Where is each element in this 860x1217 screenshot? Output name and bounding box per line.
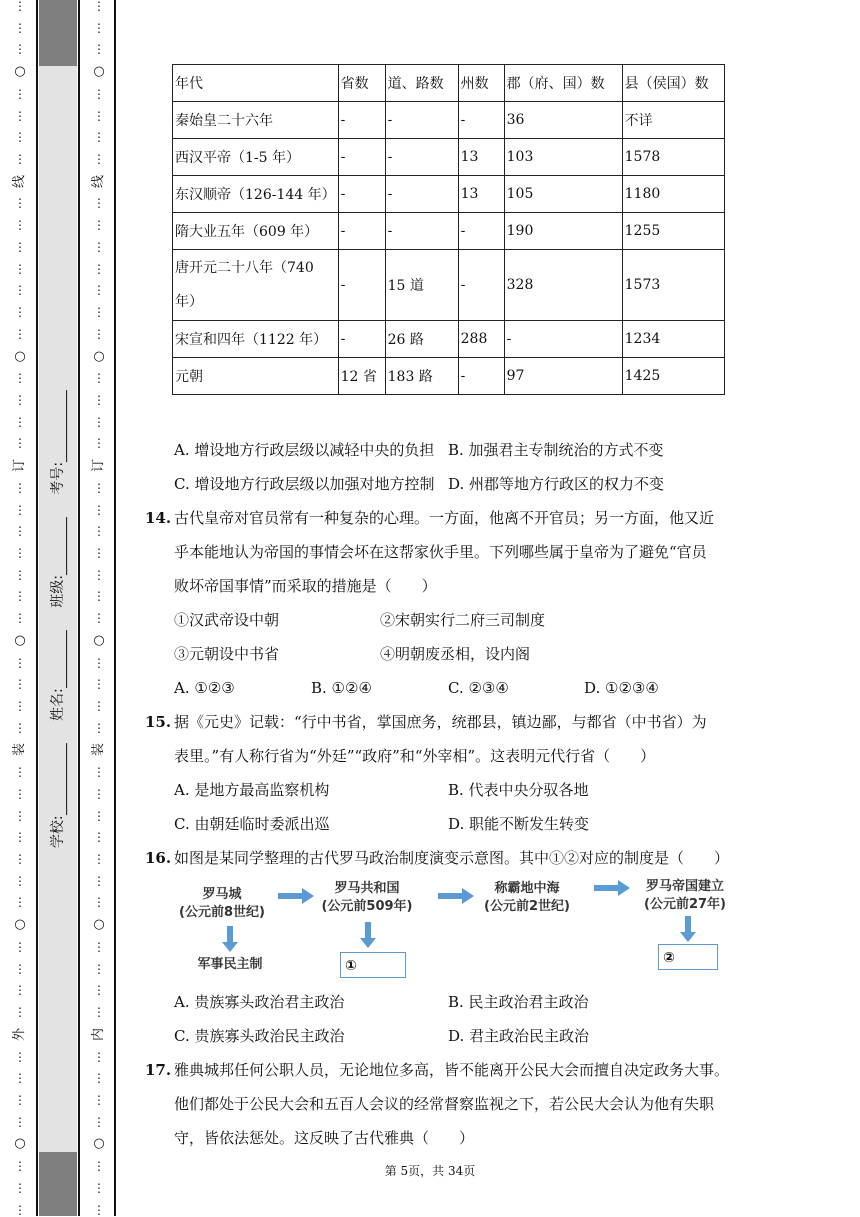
dot-mark: ⋮ <box>14 196 26 211</box>
page-number: 第 5页，共 34页 <box>384 1164 476 1178</box>
right-arrow-icon <box>594 880 630 896</box>
dot-mark: ⋮ <box>93 786 105 801</box>
dot-mark: ⋮ <box>14 86 26 101</box>
table-cell: 103 <box>504 139 622 176</box>
dot-mark: ⋮ <box>14 830 26 845</box>
dot-mark: ⋮ <box>93 414 105 429</box>
q16-stem-line1: 如图是某同学整理的古代罗马政治制度演变示意图。其中①②对应的制度是（ ） <box>174 849 730 867</box>
table-row <box>173 176 725 213</box>
q14-number: 14. <box>145 509 172 527</box>
outer-border-line <box>36 0 38 1216</box>
table-header: 年代 <box>173 65 339 102</box>
cut-line-label: 订 <box>91 459 107 473</box>
dot-mark: ⋮ <box>93 1180 105 1195</box>
margin-gray-block-top <box>39 0 77 66</box>
table-row <box>173 250 725 321</box>
table-cell: - <box>385 176 458 213</box>
table-cell: 288 <box>458 321 504 358</box>
q13-option-c[interactable]: C. 增设地方行政层级以加强对地方控制 <box>174 475 435 493</box>
q17-number: 17. <box>145 1061 172 1079</box>
table-cell: - <box>338 176 385 213</box>
q15-option-b[interactable]: B. 代表中央分驭各地 <box>448 781 589 799</box>
dot-mark: ⋮ <box>14 480 26 495</box>
table-cell: - <box>385 102 458 139</box>
table-cell: - <box>338 321 385 358</box>
table-cell: 唐开元二十八年（740 年） <box>173 250 339 321</box>
outer-cut-line <box>9 0 31 1216</box>
diagram-result-military-democracy: 军事民主制 <box>197 957 263 972</box>
dot-mark: ⋮ <box>93 502 105 517</box>
table-header: 道、路数 <box>385 65 458 102</box>
table-cell: - <box>338 102 385 139</box>
q14-option-d[interactable]: D. ①②③④ <box>584 679 659 697</box>
table-row <box>173 102 725 139</box>
table-header: 县（侯国）数 <box>622 65 724 102</box>
dot-mark: ⋮ <box>93 983 105 998</box>
dot-mark: ⋮ <box>93 699 105 713</box>
table-cell: 不详 <box>622 102 724 139</box>
dot-mark: ⋮ <box>14 130 26 145</box>
dot-mark: ⋮ <box>93 392 105 407</box>
dot-mark: ⋮ <box>14 1005 26 1020</box>
diagram-slot-2: ② <box>658 944 718 970</box>
table-cell: 东汉顺帝（126-144 年） <box>173 176 339 213</box>
dot-mark: ⋮ <box>14 765 26 780</box>
q15-option-d[interactable]: D. 职能不断发生转变 <box>448 815 590 833</box>
cut-line-label: 外 <box>12 1027 28 1041</box>
dot-mark: ⋮ <box>93 436 105 451</box>
dot-mark: ⋮ <box>14 852 26 867</box>
dot-mark: ⋮ <box>93 1202 105 1217</box>
diagram-stage-mediterranean: 称霸地中海 (公元前2世纪) <box>484 881 570 914</box>
q14-item-3: ③元朝设中书省 <box>174 645 280 663</box>
circle-mark: ○ <box>93 1136 105 1152</box>
dot-mark: ⋮ <box>14 589 26 604</box>
dot-mark: ⋮ <box>14 283 26 298</box>
dot-mark: ⋮ <box>14 305 26 320</box>
dot-mark: ⋮ <box>93 873 105 888</box>
q14-option-b[interactable]: B. ①②④ <box>311 679 372 697</box>
q16-option-a[interactable]: A. 贵族寡头政治君主政治 <box>174 993 345 1011</box>
dot-mark: ⋮ <box>14 1071 26 1086</box>
circle-mark: ○ <box>14 632 26 648</box>
dot-mark: ⋮ <box>93 42 105 57</box>
inner-border-line <box>78 0 80 1216</box>
table-cell: 190 <box>504 213 622 250</box>
dot-mark: ⋮ <box>93 371 105 386</box>
table-cell: 105 <box>504 176 622 213</box>
dot-mark: ⋮ <box>93 611 105 626</box>
dot-mark: ⋮ <box>93 218 105 233</box>
dot-mark: ⋮ <box>14 392 26 407</box>
dot-mark: ⋮ <box>14 1049 26 1064</box>
down-arrow-icon <box>360 922 376 948</box>
dot-mark: ⋮ <box>14 326 26 341</box>
q14-stem-line2: 乎本能地认为帝国的事情会坏在这帮家伙手里。下列哪些属于皇帝为了避免“官员 <box>174 543 707 561</box>
inner-cut-line <box>88 0 110 1216</box>
dot-mark: ⋮ <box>14 567 26 582</box>
table-cell: - <box>458 250 504 321</box>
dot-mark: ⋮ <box>14 720 26 735</box>
right-border-line <box>114 0 116 1216</box>
circle-mark: ○ <box>93 64 105 80</box>
administrative-divisions-table <box>172 64 725 395</box>
q15-number: 15. <box>145 713 172 731</box>
dot-mark: ⋮ <box>14 1202 26 1217</box>
table-cell: - <box>338 213 385 250</box>
dot-mark: ⋮ <box>93 1159 105 1174</box>
q15-stem-line1: 据《元史》记载：“行中书省，掌国庶务，统郡县，镇边鄙，与都省（中书省）为 <box>174 713 707 731</box>
dot-mark: ⋮ <box>93 939 105 954</box>
diagram-slot-1: ① <box>340 952 406 978</box>
dot-mark: ⋮ <box>14 152 26 167</box>
table-cell: 1425 <box>622 358 724 395</box>
dot-mark: ⋮ <box>14 1114 26 1129</box>
q14-item-1: ①汉武帝设中朝 <box>174 611 280 629</box>
dot-mark: ⋮ <box>14 502 26 517</box>
dot-mark: ⋮ <box>93 808 105 823</box>
q14-item-4: ④明朝废丞相，设内阁 <box>380 645 531 663</box>
table-cell: 1573 <box>622 250 724 321</box>
dot-mark: ⋮ <box>93 655 105 670</box>
table-cell: 26 路 <box>385 321 458 358</box>
circle-mark: ○ <box>14 64 26 80</box>
table-row <box>173 213 725 250</box>
dot-mark: ⋮ <box>14 545 26 560</box>
table-cell: 1255 <box>622 213 724 250</box>
q15-stem-line2: 表里。”有人称行省为“外廷”“政府”和“外宰相”。这表明元代行省（ ） <box>174 747 656 765</box>
circle-mark: ○ <box>93 632 105 648</box>
q14-item-2: ②宋朝实行二府三司制度 <box>380 611 546 629</box>
dot-mark: ⋮ <box>14 414 26 429</box>
dot-mark: ⋮ <box>14 1092 26 1107</box>
table-cell: - <box>385 139 458 176</box>
dot-mark: ⋮ <box>93 589 105 604</box>
dot-mark: ⋮ <box>93 326 105 341</box>
q17-stem-line2: 他们都处于公民大会和五百人会议的经常督察监视之下，若公民大会认为他有失职 <box>174 1095 715 1113</box>
dot-mark: ⋮ <box>14 108 26 123</box>
q14-stem-line1: 古代皇帝对官员常有一种复杂的心理。一方面，他离不开官员；另一方面，他又近 <box>174 509 715 527</box>
q16-option-c[interactable]: C. 贵族寡头政治民主政治 <box>174 1027 345 1045</box>
circle-mark: ○ <box>14 1136 26 1152</box>
dot-mark: ⋮ <box>14 961 26 976</box>
cut-line-label: 线 <box>12 174 28 188</box>
dot-mark: ⋮ <box>14 20 26 35</box>
dot-mark: ⋮ <box>93 852 105 867</box>
table-cell: 1234 <box>622 321 724 358</box>
dot-mark: ⋮ <box>14 371 26 386</box>
table-cell: 12 省 <box>338 358 385 395</box>
circle-mark: ○ <box>93 917 105 933</box>
dot-mark: ⋮ <box>93 239 105 254</box>
dot-mark: ⋮ <box>93 895 105 910</box>
dot-mark: ⋮ <box>14 524 26 539</box>
school-field[interactable]: 学校: <box>47 743 67 848</box>
dot-mark: ⋮ <box>93 1114 105 1129</box>
dot-mark: ⋮ <box>93 1049 105 1064</box>
q14-stem-line3: 败坏帝国事情”而采取的措施是（ ） <box>174 577 437 595</box>
dot-mark: ⋮ <box>14 0 26 13</box>
q15-option-c[interactable]: C. 由朝廷临时委派出巡 <box>174 815 330 833</box>
q13-option-b[interactable]: B. 加强君主专制统治的方式不变 <box>448 441 664 459</box>
table-header-row <box>173 65 725 102</box>
dot-mark: ⋮ <box>93 524 105 539</box>
dot-mark: ⋮ <box>93 720 105 735</box>
table-cell: 宋宣和四年（1122 年） <box>173 321 339 358</box>
q14-option-c[interactable]: C. ②③④ <box>448 679 509 697</box>
circle-mark: ○ <box>14 917 26 933</box>
table-cell: 36 <box>504 102 622 139</box>
dot-mark: ⋮ <box>93 480 105 495</box>
dot-mark: ⋮ <box>93 261 105 276</box>
dot-mark: ⋮ <box>93 545 105 560</box>
dot-mark: ⋮ <box>14 786 26 801</box>
dot-mark: ⋮ <box>14 611 26 626</box>
dot-mark: ⋮ <box>14 699 26 713</box>
name-field[interactable]: 姓名: <box>47 630 67 721</box>
dot-mark: ⋮ <box>93 196 105 211</box>
dot-mark: ⋮ <box>93 1071 105 1086</box>
table-header: 省数 <box>338 65 385 102</box>
dot-mark: ⋮ <box>93 567 105 582</box>
q13-option-d[interactable]: D. 州郡等地方行政区的权力不变 <box>448 475 665 493</box>
table-cell: - <box>338 139 385 176</box>
dot-mark: ⋮ <box>14 983 26 998</box>
dot-mark: ⋮ <box>14 261 26 276</box>
dot-mark: ⋮ <box>93 961 105 976</box>
dot-mark: ⋮ <box>14 436 26 451</box>
table-header: 州数 <box>458 65 504 102</box>
cut-line-label: 内 <box>91 1027 107 1041</box>
class-field[interactable]: 班级: <box>47 517 67 608</box>
dot-mark: ⋮ <box>14 939 26 954</box>
table-cell: 183 路 <box>385 358 458 395</box>
table-cell: - <box>504 321 622 358</box>
dot-mark: ⋮ <box>93 283 105 298</box>
table-cell: - <box>385 213 458 250</box>
dot-mark: ⋮ <box>14 239 26 254</box>
q17-stem-line1: 雅典城邦任何公职人员，无论地位多高，皆不能离开公民大会而擅自决定政务大事。 <box>174 1061 730 1079</box>
table-cell: 15 道 <box>385 250 458 321</box>
cut-line-label: 订 <box>12 459 28 473</box>
cut-line-label: 装 <box>12 743 28 757</box>
dot-mark: ⋮ <box>93 130 105 145</box>
q16-option-b[interactable]: B. 民主政治君主政治 <box>448 993 589 1011</box>
table-cell: 元朝 <box>173 358 339 395</box>
dot-mark: ⋮ <box>93 305 105 320</box>
dot-mark: ⋮ <box>93 1005 105 1020</box>
dot-mark: ⋮ <box>93 152 105 167</box>
table-cell: - <box>338 250 385 321</box>
dot-mark: ⋮ <box>93 1092 105 1107</box>
table-cell: 328 <box>504 250 622 321</box>
right-arrow-icon <box>278 888 314 904</box>
diagram-stage-empire: 罗马帝国建立 (公元前27年) <box>644 879 726 912</box>
circle-mark: ○ <box>93 348 105 364</box>
q16-option-d[interactable]: D. 君主政治民主政治 <box>448 1027 590 1045</box>
table-cell: 隋大业五年（609 年） <box>173 213 339 250</box>
table-header: 郡（府、国）数 <box>504 65 622 102</box>
exam-no-field[interactable]: 考号: <box>47 390 67 495</box>
q14-option-a[interactable]: A. ①②③ <box>174 679 235 697</box>
dot-mark: ⋮ <box>14 655 26 670</box>
table-row <box>173 139 725 176</box>
cut-line-label: 线 <box>91 174 107 188</box>
student-info <box>44 390 70 849</box>
q13-option-a[interactable]: A. 增设地方行政层级以减轻中央的负担 <box>174 441 435 459</box>
dot-mark: ⋮ <box>14 218 26 233</box>
table-cell: 13 <box>458 139 504 176</box>
q16-number: 16. <box>145 849 172 867</box>
down-arrow-icon <box>222 926 238 952</box>
dot-mark: ⋮ <box>14 1159 26 1174</box>
table-cell: 秦始皇二十六年 <box>173 102 339 139</box>
dot-mark: ⋮ <box>93 830 105 845</box>
table-cell: - <box>458 102 504 139</box>
dot-mark: ⋮ <box>14 873 26 888</box>
dot-mark: ⋮ <box>93 108 105 123</box>
table-row <box>173 358 725 395</box>
right-arrow-icon <box>438 888 474 904</box>
dot-mark: ⋮ <box>93 86 105 101</box>
table-cell: 97 <box>504 358 622 395</box>
dot-mark: ⋮ <box>14 677 26 692</box>
table-cell: 13 <box>458 176 504 213</box>
table-cell: - <box>458 213 504 250</box>
q17-stem-line3: 守，皆依法惩处。这反映了古代雅典（ ） <box>174 1129 475 1147</box>
dot-mark: ⋮ <box>93 20 105 35</box>
table-cell: 1180 <box>622 176 724 213</box>
dot-mark: ⋮ <box>93 765 105 780</box>
dot-mark: ⋮ <box>14 42 26 57</box>
table-row <box>173 321 725 358</box>
dot-mark: ⋮ <box>14 808 26 823</box>
table-cell: 西汉平帝（1-5 年） <box>173 139 339 176</box>
dot-mark: ⋮ <box>14 1180 26 1195</box>
table-cell: - <box>458 358 504 395</box>
dot-mark: ⋮ <box>93 677 105 692</box>
diagram-stage-republic: 罗马共和国 (公元前509年) <box>321 881 413 914</box>
down-arrow-icon <box>680 916 696 942</box>
q15-option-a[interactable]: A. 是地方最高监察机构 <box>174 781 330 799</box>
dot-mark: ⋮ <box>14 895 26 910</box>
dot-mark: ⋮ <box>93 0 105 13</box>
diagram-stage-rome-city: 罗马城 (公元前8世纪) <box>179 887 265 920</box>
table-cell: 1578 <box>622 139 724 176</box>
circle-mark: ○ <box>14 348 26 364</box>
cut-line-label: 装 <box>91 743 107 757</box>
